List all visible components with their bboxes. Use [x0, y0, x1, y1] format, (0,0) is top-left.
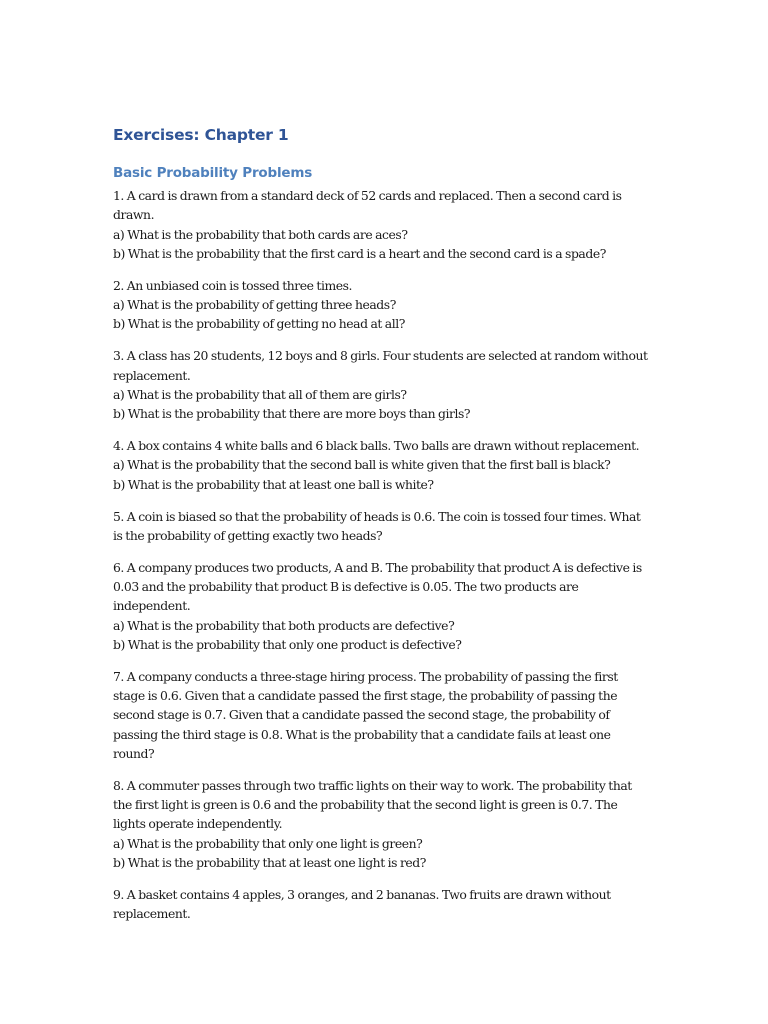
problem-line: a) What is the probability that the second ball is white given that the first ball is black?	[113, 457, 611, 473]
problem-8	[113, 776, 673, 872]
problem-line: 6. A company produces two products, A and B. The probability that product A is defective is	[113, 559, 642, 575]
problem-line: second stage is 0.7. Given that a candidate passed the second stage, the probability of	[113, 707, 610, 723]
problem-line: b) What is the probability that the first card is a heart and the second card is a spade?	[113, 245, 606, 261]
problem-list	[113, 186, 673, 936]
problem-line: b) What is the probability that there are more boys than girls?	[113, 406, 471, 422]
problem-line: independent.	[113, 598, 191, 614]
document-page	[113, 125, 673, 922]
problem-2	[113, 276, 673, 334]
section-heading: Basic Probability Problems	[113, 165, 313, 181]
problem-line: replacement.	[113, 906, 191, 922]
problem-9	[113, 885, 673, 924]
problem-line: 0.03 and the probability that product B is defective is 0.05. The two products are	[113, 579, 579, 595]
problem-line: b) What is the probability that at least one light is red?	[113, 855, 426, 871]
problem-line: 1. A card is drawn from a standard deck of 52 cards and replaced. Then a second card is	[113, 188, 622, 203]
problem-line: 3. A class has 20 students, 12 boys and 8 girls. Four students are selected at random without	[113, 348, 648, 364]
problem-line: a) What is the probability that both products are defective?	[113, 617, 455, 633]
problem-line: b) What is the probability that only one product is defective?	[113, 636, 462, 652]
problem-line: a) What is the probability of getting three heads?	[113, 297, 396, 313]
problem-line: round?	[113, 745, 155, 761]
problem-3	[113, 346, 673, 423]
problem-line: the first light is green is 0.6 and the probability that the second light is green is 0.7. The	[113, 797, 618, 813]
page-title: Exercises: Chapter 1	[113, 126, 289, 144]
problem-line: 4. A box contains 4 white balls and 6 black balls. Two balls are drawn without replacement.	[113, 438, 640, 454]
problem-6	[113, 558, 673, 654]
problem-7	[113, 667, 673, 763]
problem-1	[113, 186, 673, 263]
problem-line: 7. A company conducts a three-stage hiring process. The probability of passing the first	[113, 668, 618, 684]
problem-4	[113, 436, 673, 494]
problem-line: 2. An unbiased coin is tossed three times.	[113, 277, 353, 293]
problem-line: a) What is the probability that all of them are girls?	[113, 386, 407, 402]
problem-line: replacement.	[113, 367, 191, 383]
problem-line: b) What is the probability of getting no head at all?	[113, 316, 405, 332]
problem-line: a) What is the probability that both cards are aces?	[113, 226, 408, 242]
problem-line: a) What is the probability that only one light is green?	[113, 835, 423, 851]
problem-line: drawn.	[113, 207, 155, 223]
problem-line: stage is 0.6. Given that a candidate passed the first stage, the probability of passing the	[113, 688, 618, 704]
problem-line: is the probability of getting exactly two heads?	[113, 527, 383, 543]
problem-line: 5. A coin is biased so that the probability of heads is 0.6. The coin is tossed four times. What	[113, 508, 641, 524]
problem-5	[113, 507, 673, 546]
problem-line: passing the third stage is 0.8. What is the probability that a candidate fails at least one	[113, 726, 611, 742]
problem-line: lights operate independently.	[113, 816, 283, 832]
problem-line: 9. A basket contains 4 apples, 3 oranges, and 2 bananas. Two fruits are drawn without	[113, 886, 611, 902]
problem-line: 8. A commuter passes through two traffic lights on their way to work. The probability that	[113, 777, 632, 793]
problem-line: b) What is the probability that at least one ball is white?	[113, 476, 434, 492]
